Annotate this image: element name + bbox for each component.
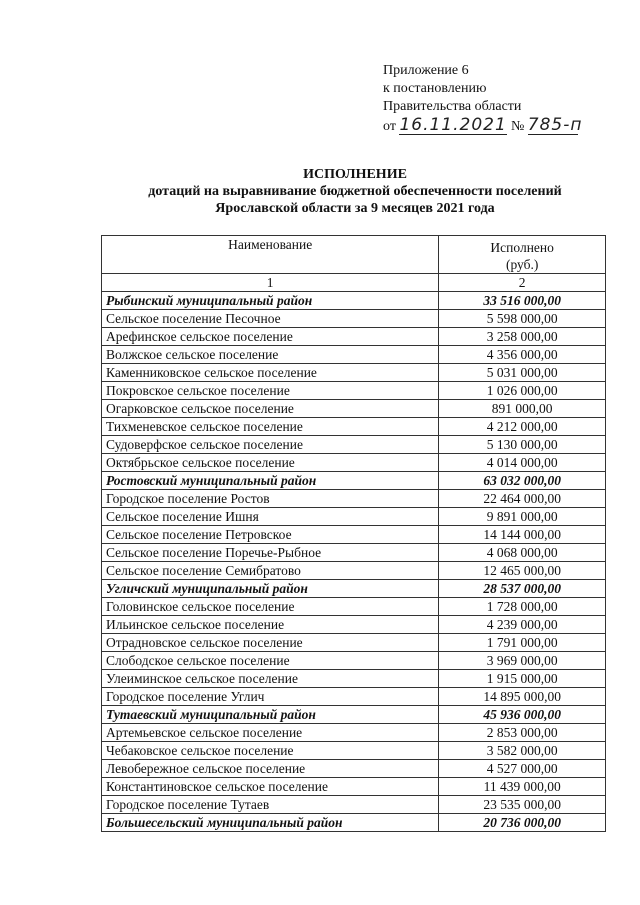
settlement-row [102, 310, 606, 328]
row-amount: 1 915 000,00 [439, 670, 606, 688]
table-index-row [102, 274, 606, 292]
district-row [102, 706, 606, 724]
row-name: Отрадновское сельское поселение [102, 634, 439, 652]
settlement-row [102, 616, 606, 634]
settlement-row [102, 562, 606, 580]
district-row [102, 472, 606, 490]
row-amount: 1 728 000,00 [439, 598, 606, 616]
table-header-row [102, 236, 606, 274]
title-line: дотаций на выравнивание бюджетной обеспеченности поселений [148, 184, 562, 199]
row-name: Константиновское сельское поселение [102, 778, 439, 796]
settlement-row [102, 508, 606, 526]
row-name: Головинское сельское поселение [102, 598, 439, 616]
district-row [102, 292, 606, 310]
row-name: Слободское сельское поселение [102, 652, 439, 670]
settlement-row [102, 400, 606, 418]
row-amount: 4 068 000,00 [439, 544, 606, 562]
row-amount: 4 212 000,00 [439, 418, 606, 436]
appendix-date-line [383, 115, 583, 136]
settlement-row [102, 436, 606, 454]
handwritten-date: 16.11.2021 [399, 115, 507, 135]
row-name: Покровское сельское поселение [102, 382, 439, 400]
column-header-amount-line1: Исполнено [490, 240, 554, 255]
row-amount: 28 537 000,00 [439, 580, 606, 598]
row-amount: 4 239 000,00 [439, 616, 606, 634]
row-name: Ильинское сельское поселение [102, 616, 439, 634]
row-amount: 9 891 000,00 [439, 508, 606, 526]
row-amount: 2 853 000,00 [439, 724, 606, 742]
column-index-1: 1 [102, 274, 439, 292]
appendix-line: Приложение 6 [383, 63, 469, 78]
table-body [102, 292, 606, 832]
row-amount: 5 031 000,00 [439, 364, 606, 382]
district-row [102, 814, 606, 832]
row-amount: 3 258 000,00 [439, 328, 606, 346]
settlement-row [102, 652, 606, 670]
row-amount: 12 465 000,00 [439, 562, 606, 580]
row-amount: 23 535 000,00 [439, 796, 606, 814]
row-amount: 45 936 000,00 [439, 706, 606, 724]
row-name: Сельское поселение Поречье-Рыбное [102, 544, 439, 562]
handwritten-number: 785-п [527, 115, 583, 135]
row-name: Октябрьское сельское поселение [102, 454, 439, 472]
row-amount: 5 130 000,00 [439, 436, 606, 454]
row-name: Артемьевское сельское поселение [102, 724, 439, 742]
column-header-name: Наименование [102, 236, 439, 274]
title-heading: ИСПОЛНЕНИЕ [303, 167, 407, 182]
appendix-block [383, 62, 583, 136]
settlement-row [102, 526, 606, 544]
appendix-line: Правительства области [383, 99, 522, 114]
row-name: Волжское сельское поселение [102, 346, 439, 364]
row-amount: 5 598 000,00 [439, 310, 606, 328]
row-name: Городское поселение Ростов [102, 490, 439, 508]
date-prefix: от [383, 119, 396, 134]
settlement-row [102, 598, 606, 616]
row-name: Городское поселение Тутаев [102, 796, 439, 814]
row-amount: 11 439 000,00 [439, 778, 606, 796]
row-name: Тутаевский муниципальный район [102, 706, 439, 724]
row-name: Сельское поселение Петровское [102, 526, 439, 544]
row-name: Арефинское сельское поселение [102, 328, 439, 346]
settlement-row [102, 670, 606, 688]
settlement-row [102, 382, 606, 400]
row-name: Каменниковское сельское поселение [102, 364, 439, 382]
row-amount: 891 000,00 [439, 400, 606, 418]
settlement-row [102, 742, 606, 760]
document-title [100, 166, 610, 217]
district-row [102, 580, 606, 598]
row-amount: 1 791 000,00 [439, 634, 606, 652]
settlement-row [102, 724, 606, 742]
settlement-row [102, 454, 606, 472]
row-name: Большесельский муниципальный район [102, 814, 439, 832]
execution-table [101, 235, 606, 832]
row-name: Сельское поселение Песочное [102, 310, 439, 328]
settlement-row [102, 688, 606, 706]
row-name: Рыбинский муниципальный район [102, 292, 439, 310]
settlement-row [102, 760, 606, 778]
row-amount: 3 582 000,00 [439, 742, 606, 760]
row-amount: 33 516 000,00 [439, 292, 606, 310]
row-name: Сельское поселение Ишня [102, 508, 439, 526]
row-amount: 4 527 000,00 [439, 760, 606, 778]
settlement-row [102, 544, 606, 562]
settlement-row [102, 364, 606, 382]
row-name: Судоверфское сельское поселение [102, 436, 439, 454]
row-amount: 14 895 000,00 [439, 688, 606, 706]
row-name: Сельское поселение Семибратово [102, 562, 439, 580]
appendix-line: к постановлению [383, 81, 487, 96]
title-line: Ярославской области за 9 месяцев 2021 года [215, 201, 495, 216]
row-amount: 14 144 000,00 [439, 526, 606, 544]
row-name: Улеиминское сельское поселение [102, 670, 439, 688]
row-name: Тихменевское сельское поселение [102, 418, 439, 436]
settlement-row [102, 418, 606, 436]
settlement-row [102, 328, 606, 346]
row-name: Чебаковское сельское поселение [102, 742, 439, 760]
row-amount: 63 032 000,00 [439, 472, 606, 490]
number-prefix: № [510, 119, 525, 134]
column-index-2: 2 [439, 274, 606, 292]
row-amount: 4 356 000,00 [439, 346, 606, 364]
settlement-row [102, 796, 606, 814]
row-amount: 3 969 000,00 [439, 652, 606, 670]
row-name: Ростовский муниципальный район [102, 472, 439, 490]
row-name: Угличский муниципальный район [102, 580, 439, 598]
column-header-amount [439, 236, 606, 274]
row-amount: 1 026 000,00 [439, 382, 606, 400]
row-amount: 22 464 000,00 [439, 490, 606, 508]
row-amount: 20 736 000,00 [439, 814, 606, 832]
settlement-row [102, 778, 606, 796]
settlement-row [102, 346, 606, 364]
settlement-row [102, 490, 606, 508]
row-name: Огарковское сельское поселение [102, 400, 439, 418]
row-name: Городское поселение Углич [102, 688, 439, 706]
column-header-amount-line2: (руб.) [505, 257, 539, 272]
settlement-row [102, 634, 606, 652]
row-amount: 4 014 000,00 [439, 454, 606, 472]
row-name: Левобережное сельское поселение [102, 760, 439, 778]
